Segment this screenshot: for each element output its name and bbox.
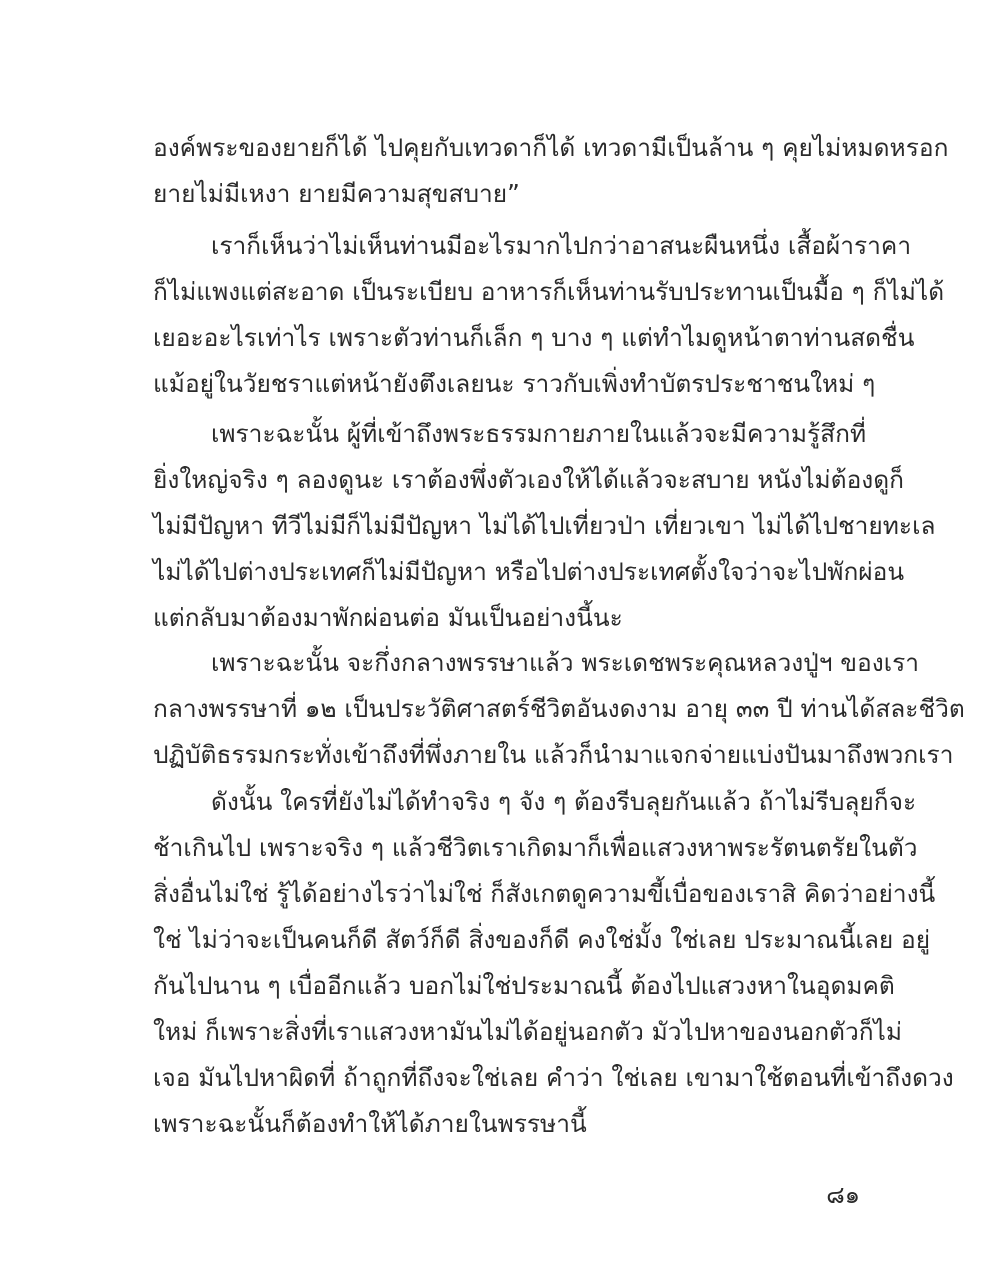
paragraph-1	[153, 125, 949, 217]
paragraph-line: เยอะอะไรเท่าไร เพราะตัวท่านก็เล็ก ๆ บาง ๆ แต่ทำไมดูหน้าตาท่านสดชื่น	[153, 323, 915, 352]
paragraph-line: ใหม่ ก็เพราะสิ่งที่เราแสวงหามันไม่ได้อยู่นอกตัว มัวไปหาของนอกตัวก็ไม่	[153, 1017, 903, 1046]
paragraph-line: ยายไม่มีเหงา ยายมีความสุขสบาย”	[153, 179, 520, 208]
paragraph-line: ก็ไม่แพงแต่สะอาด เป็นระเบียบ อาหารก็เห็นท่านรับประทานเป็นมื้อ ๆ ก็ไม่ได้	[153, 277, 945, 306]
paragraph-line: แม้อยู่ในวัยชราแต่หน้ายังตึงเลยนะ ราวกับเพิ่งทำบัตรประชาชนใหม่ ๆ	[153, 369, 876, 398]
paragraph-2	[153, 223, 945, 407]
paragraph-line: ช้าเกินไป เพราะจริง ๆ แล้วชีวิตเราเกิดมาก็เพื่อแสวงหาพระรัตนตรัยในตัว	[153, 833, 918, 862]
paragraph-line: ดังนั้น ใครที่ยังไม่ได้ทำจริง ๆ จัง ๆ ต้องรีบลุยกันแล้ว ถ้าไม่รีบลุยก็จะ	[211, 787, 917, 816]
paragraph-line: ยิ่งใหญ่จริง ๆ ลองดูนะ เราต้องพึ่งตัวเองให้ได้แล้วจะสบาย หนังไม่ต้องดูก็	[153, 465, 905, 494]
paragraph-line: ไม่ได้ไปต่างประเทศก็ไม่มีปัญหา หรือไปต่างประเทศตั้งใจว่าจะไปพักผ่อน	[153, 557, 905, 586]
paragraph-line: เพราะฉะนั้นก็ต้องทำให้ได้ภายในพรรษานี้	[153, 1109, 587, 1138]
paragraph-line: องค์พระของยายก็ได้ ไปคุยกับเทวดาก็ได้ เทวดามีเป็นล้าน ๆ คุยไม่หมดหรอก	[153, 133, 949, 162]
paragraph-line: กันไปนาน ๆ เบื่ออีกแล้ว บอกไม่ใช่ประมาณนี้ ต้องไปแสวงหาในอุดมคติ	[153, 971, 895, 1000]
page-number: ๘๑	[826, 1181, 860, 1209]
paragraph-line: สิ่งอื่นไม่ใช่ รู้ได้อย่างไรว่าไม่ใช่ ก็สังเกตดูความขี้เบื่อของเราสิ คิดว่าอย่างนี้	[153, 879, 936, 908]
paragraph-line: แต่กลับมาต้องมาพักผ่อนต่อ มันเป็นอย่างนี้นะ	[153, 603, 623, 632]
paragraph-line: กลางพรรษาที่ ๑๒ เป็นประวัติศาสตร์ชีวิตอันงดงาม อายุ ๓๓ ปี ท่านได้สละชีวิต	[153, 694, 965, 723]
paragraph-line: เพราะฉะนั้น จะกึ่งกลางพรรษาแล้ว พระเดชพระคุณหลวงปู่ฯ ของเรา	[211, 648, 919, 677]
paragraph-line: เจอ มันไปหาผิดที่ ถ้าถูกที่ถึงจะใช่เลย คำว่า ใช่เลย เขามาใช้ตอนที่เข้าถึงดวง	[153, 1063, 954, 1092]
paragraph-line: เราก็เห็นว่าไม่เห็นท่านมีอะไรมากไปกว่าอาสนะผืนหนึ่ง เสื้อผ้าราคา	[211, 231, 912, 260]
paragraph-3	[153, 411, 936, 641]
paragraph-4	[153, 640, 965, 778]
paragraph-5	[153, 779, 954, 1147]
paragraph-line: ใช่ ไม่ว่าจะเป็นคนก็ดี สัตว์ก็ดี สิ่งของก็ดี คงใช่มั้ง ใช่เลย ประมาณนี้เลย อยู่	[153, 925, 931, 954]
paragraph-line: เพราะฉะนั้น ผู้ที่เข้าถึงพระธรรมกายภายในแล้วจะมีความรู้สึกที่	[211, 419, 867, 448]
paragraph-line: ไม่มีปัญหา ทีวีไม่มีก็ไม่มีปัญหา ไม่ได้ไปเที่ยวป่า เที่ยวเขา ไม่ได้ไปชายทะเล	[153, 511, 936, 540]
paragraph-line: ปฏิบัติธรรมกระทั่งเข้าถึงที่พึ่งภายใน แล้วก็นำมาแจกจ่ายแบ่งปันมาถึงพวกเรา	[153, 740, 954, 769]
